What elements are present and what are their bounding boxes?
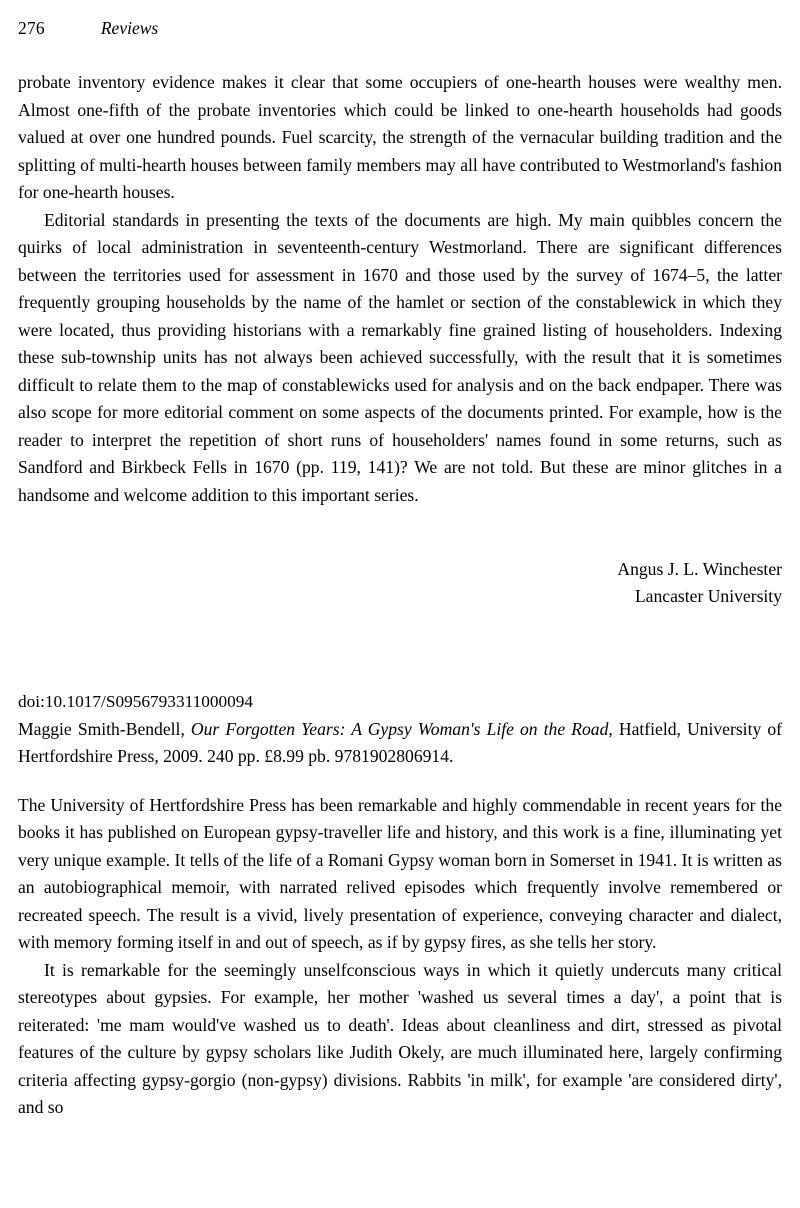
running-head xyxy=(18,18,782,39)
review-title-comma: , xyxy=(608,718,613,739)
paragraph-editorial-standards: Editorial standards in presenting the texts of the documents are high. My main quibbles concern the quirks of local administration in seventeenth-century Westmorland. There are significant differences between the territories used for assessment in 1670 and those used by the survey of 1674–5, the latter frequently grouping households by the name of the hamlet or section of the constablewick in which they were located, thus providing historians with a remarkably fine grained listing of householders. Indexing these sub-township units has not always been achieved successfully, with the result that it is sometimes difficult to relate them to the map of constablewicks used for analysis and on the back endpaper. There was also scope for more editorial comment on some aspects of the documents printed. For example, how is the reader to interpret the repetition of short runs of householders' names found in some returns, such as Sandford and Birkbeck Fells in 1670 (pp. 119, 141)? We are not told. But these are minor glitches in a handsome and welcome addition to this important series. xyxy=(18,209,782,505)
page-content xyxy=(18,18,782,1122)
paragraph-stereotypes-end: (non-gypsy) divisions. Rabbits 'in milk', for example 'are considered dirty', and so xyxy=(18,1069,782,1118)
running-head-title: Reviews xyxy=(100,18,159,38)
review-book-title: Our Forgotten Years: A Gypsy Woman's Life on the Road xyxy=(190,718,609,739)
review-book-imprint: Hatfield, University of Hertfordshire Press, 2009. 240 pp. £8.99 pb. 9781902806914. xyxy=(18,718,782,767)
page-number: 276 xyxy=(18,18,45,38)
paragraph-stereotypes-start: It is remarkable for the seemingly unselfconscious ways in which it quietly undercuts many critical stereotypes about gypsies. For example, her mother 'washed us several times a day', a point that is reiterated: 'me mam would've washed us to death'. Ideas about cleanliness and dirt, stressed as pivotal features of the culture by gypsy scholars like Judith Okely, are much illuminated here, largely confirming criteria affecting gypsy- xyxy=(18,959,782,1090)
review-signature xyxy=(18,556,782,611)
paragraph-stereotypes xyxy=(18,957,782,1122)
paragraph-press-remarkable: The University of Hertfordshire Press has been remarkable and highly commendable in recent years for the books it has published on European gypsy-traveller life and history, and this work is a fine, illuminating yet very unique example. It tells of the life of a Romani Gypsy woman born in Somerset in 1941. It is written as an autobiographical memoir, with narrated relived episodes which frequently involve remembered or recreated speech. The result is a vivid, lively presentation of experience, conveying character and dialect, with memory forming itself in and out of speech, as if by gypsy fires, as she tells her story. xyxy=(18,794,782,953)
review-book-author: Maggie Smith-Bendell, xyxy=(18,718,185,739)
term-gorgio: gorgio xyxy=(189,1069,236,1090)
heading-spacer xyxy=(18,771,782,792)
review-reference-heading xyxy=(18,716,782,771)
signature-affiliation: Lancaster University xyxy=(634,586,782,607)
doi-line: doi:10.1017/S0956793311000094 xyxy=(18,691,254,711)
paragraph-probate-inventory: probate inventory evidence makes it clear that some occupiers of one-hearth houses were wealthy men. Almost one-fifth of the probate inventories which could be linked to one-hearth households had goods valued at over one hundred pounds. Fuel scarcity, the strength of the vernacular building tradition and the splitting of multi-hearth houses between family members may all have contributed to Westmorland's fashion for one-hearth houses. xyxy=(18,72,782,203)
section-gap xyxy=(18,611,782,689)
signature-author: Angus J. L. Winchester xyxy=(617,558,782,579)
